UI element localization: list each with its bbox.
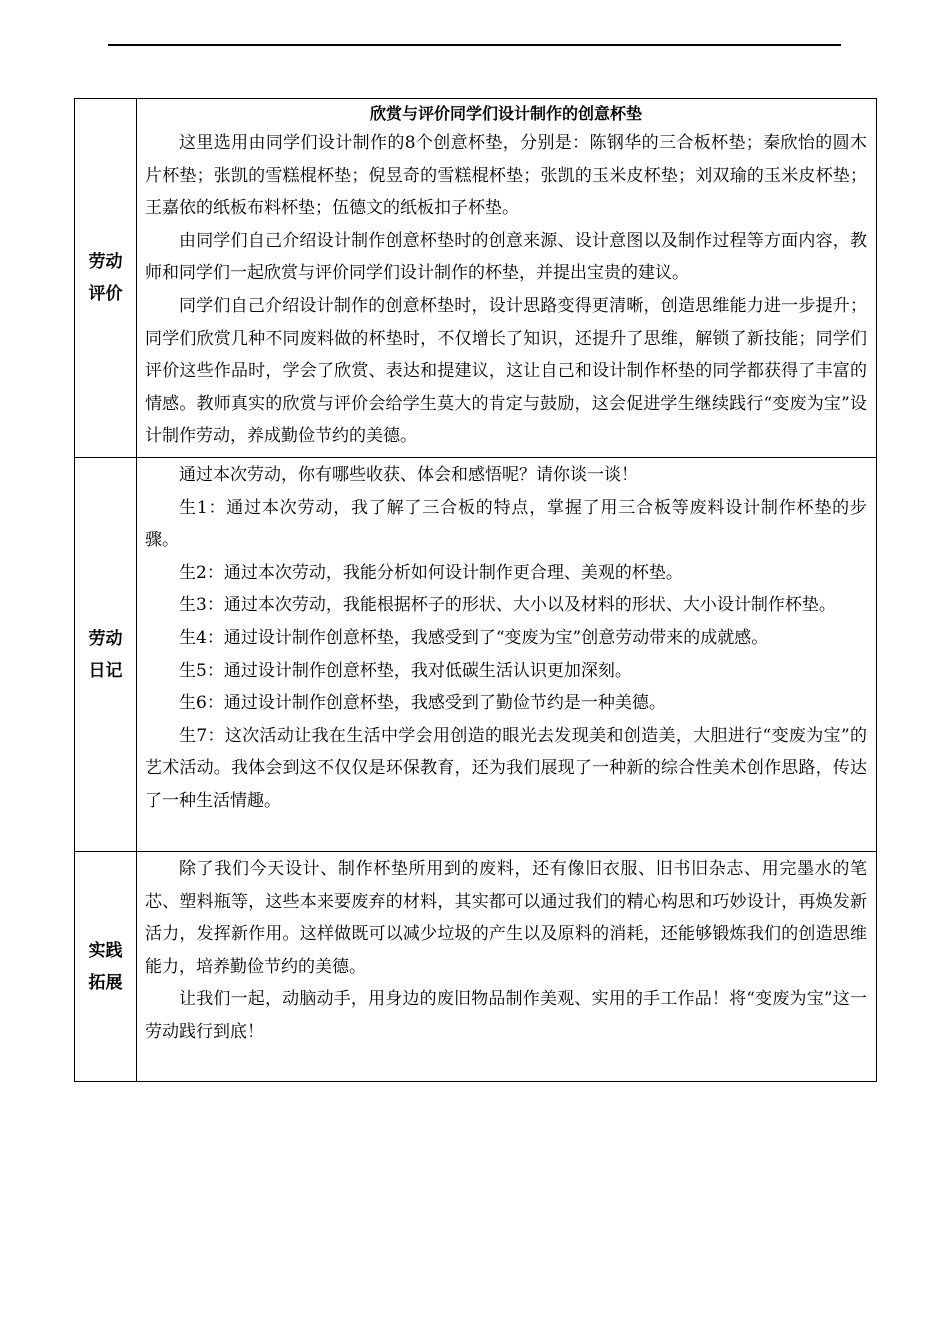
evaluation-label (75, 99, 137, 458)
evaluation-label-line2: 评价 (88, 284, 123, 304)
practice-row (75, 852, 877, 1082)
diary-paragraph: 生1：通过本次劳动，我了解了三合板的特点，掌握了用三合板等废料设计制作杯垫的步骤。 (145, 497, 867, 551)
diary-label (75, 458, 137, 852)
practice-paragraph: 让我们一起，动脑动手，用身边的废旧物品制作美观、实用的手工作品！将“变废为宝”这一劳动践行到底！ (145, 989, 867, 1042)
evaluation-label-line1: 劳动 (88, 252, 123, 272)
lesson-table (74, 98, 877, 1082)
evaluation-paragraph: 由同学们自己介绍设计制作创意杯垫时的创意来源、设计意图以及制作过程等方面内容，教师和同学们一起欣赏与评价同学们设计制作的杯垫，并提出宝贵的建议。 (145, 230, 867, 284)
header-rule (108, 44, 841, 46)
diary-content (137, 458, 877, 852)
practice-paragraph: 除了我们今天设计、制作杯垫所用到的废料，还有像旧衣服、旧书旧杂志、用完墨水的笔芯、塑料瓶等，这些本来要废弃的材料，其实都可以通过我们的精心构思和巧妙设计，再焕发新活力，发挥新作用。这样做既可以减少垃圾的产生以及原料的消耗，还能够锻炼我们的创造思维能力，培养勤俭节约的美德。 (145, 859, 867, 977)
practice-label-line2: 拓展 (88, 972, 123, 993)
diary-paragraph: 生2：通过本次劳动，我能分析如何设计制作更合理、美观的杯垫。 (179, 562, 683, 583)
evaluation-row (75, 99, 877, 458)
diary-row (75, 458, 877, 852)
diary-paragraph: 生6：通过设计制作创意杯垫，我感受到了勤俭节约是一种美德。 (179, 693, 666, 714)
diary-paragraph: 生4：通过设计制作创意杯垫，我感受到了“变废为宝”创意劳动带来的成就感。 (179, 627, 769, 648)
diary-paragraph: 通过本次劳动，你有哪些收获、体会和感悟呢？请你谈一谈！ (179, 465, 638, 485)
diary-paragraph: 生5：通过设计制作创意杯垫，我对低碳生活认识更加深刻。 (179, 660, 632, 681)
diary-label-line1: 劳动 (88, 628, 123, 649)
evaluation-title: 欣赏与评价同学们设计制作的创意杯垫 (369, 104, 642, 123)
evaluation-content (137, 99, 877, 458)
diary-paragraph: 生7：这次活动让我在生活中学会用创造的眼光去发现美和创造美，大胆进行“变废为宝”的艺术活动。我体会到这不仅仅是环保教育，还为我们展现了一种新的综合性美术创作思路，传达了一种生活情趣。 (145, 725, 867, 811)
diary-label-line2: 日记 (88, 660, 123, 681)
evaluation-paragraph: 同学们自己介绍设计制作的创意杯垫时，设计思路变得更清晰，创造思维能力进一步提升；同学们欣赏几种不同废料做的杯垫时，不仅增长了知识，还提升了思维，解锁了新技能；同学们评价这些作品时，学会了欣赏、表达和提建议，这让自己和设计制作杯垫的同学都获得了丰富的情感。教师真实的欣赏与评价会给学生莫大的肯定与鼓励，这会促进学生继续践行“变废为宝”设计制作劳动，养成勤俭节约的美德。 (145, 295, 867, 447)
evaluation-paragraph: 这里选用由同学们设计制作的8个创意杯垫，分别是：陈钢华的三合板杯垫；秦欣怡的圆木片杯垫；张凯的雪糕棍杯垫；倪昱奇的雪糕棍杯垫；张凯的玉米皮杯垫；刘双瑜的玉米皮杯垫；王嘉依的纸板布料杯垫；伍德文的纸板扣子杯垫。 (145, 133, 867, 219)
practice-label-line1: 实践 (88, 940, 123, 961)
practice-content (137, 852, 877, 1082)
diary-paragraph: 生3：通过本次劳动，我能根据杯子的形状、大小以及材料的形状、大小设计制作杯垫。 (179, 595, 836, 616)
practice-label (75, 852, 137, 1082)
